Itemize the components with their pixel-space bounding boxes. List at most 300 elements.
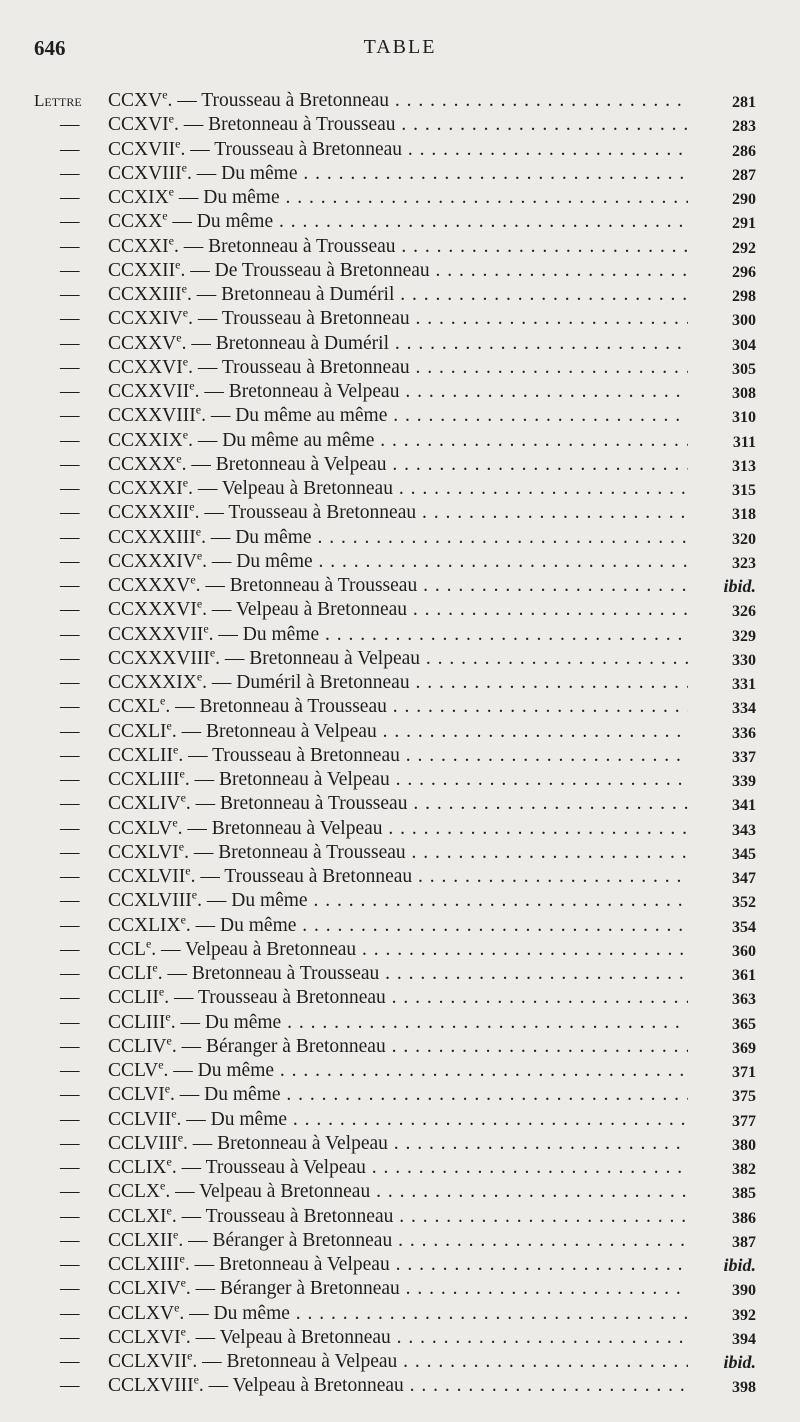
entry-lead: — — [60, 623, 80, 645]
entry-title — [108, 307, 688, 331]
entry-title — [108, 1011, 688, 1035]
toc-entry — [0, 1374, 800, 1398]
entry-title — [108, 1132, 688, 1156]
page-ref: 315 — [732, 482, 756, 499]
page-ref: 380 — [732, 1136, 756, 1154]
page-ref: 300 — [732, 312, 756, 330]
ordinal-suffix: e — [196, 598, 203, 611]
entry-title — [108, 1326, 688, 1350]
toc-entry — [0, 1132, 800, 1156]
ordinal-suffix: e — [166, 719, 172, 732]
letter-description: . — Bretonneau à Velpeau — [215, 647, 421, 669]
letter-numeral: CCXXIII — [108, 284, 182, 305]
ordinal-suffix: e — [175, 258, 181, 272]
ordinal-suffix: e — [173, 1228, 179, 1242]
ordinal-suffix: e — [158, 986, 165, 999]
toc-entry — [0, 1229, 800, 1253]
letter-numeral: CCLXV — [108, 1302, 175, 1324]
letter-description: . — Du même — [201, 526, 312, 548]
ordinal-suffix: e — [176, 331, 182, 344]
ordinal-suffix: e — [180, 1325, 186, 1339]
ordinal-suffix: e — [180, 792, 186, 805]
toc-entry — [0, 404, 800, 428]
entry-lead: — — [60, 1302, 80, 1324]
toc-entry — [0, 1302, 800, 1326]
letter-numeral: CCXXXVIII — [108, 647, 210, 669]
letter-numeral: CCXLIV — [108, 793, 181, 815]
toc-entry — [0, 768, 800, 792]
entry-lead: — — [60, 332, 80, 354]
entry-title — [108, 138, 688, 162]
entry-lead: — — [60, 187, 80, 208]
page-ref: 337 — [732, 748, 756, 766]
letter-numeral: CCXXVIII — [108, 405, 196, 427]
toc-entry — [0, 550, 800, 574]
entry-lead: — — [60, 1326, 80, 1348]
entry-title — [108, 1035, 688, 1059]
page-ref: 334 — [732, 700, 756, 718]
page-ref: 392 — [732, 1306, 756, 1324]
entry-title — [108, 1180, 688, 1204]
toc-entry — [0, 720, 800, 744]
page-ref: 341 — [732, 797, 756, 815]
letter-description: . — Trousseau à Bretonneau — [167, 90, 390, 111]
entry-title — [108, 647, 688, 671]
ordinal-suffix: e — [203, 622, 209, 635]
letter-numeral: CCXL — [108, 696, 161, 718]
page-ref: ibid. — [723, 1352, 756, 1372]
entry-lead: — — [60, 235, 80, 257]
ordinal-suffix: e — [185, 865, 191, 878]
page-ref: 291 — [732, 215, 756, 233]
ordinal-suffix: e — [160, 695, 166, 708]
toc-entry — [0, 1083, 800, 1107]
entry-lead: — — [60, 696, 80, 718]
entry-lead: — — [60, 1229, 80, 1251]
toc-entry — [0, 962, 800, 986]
entry-title — [108, 259, 688, 283]
page-ref: 308 — [732, 385, 756, 402]
ordinal-suffix: e — [191, 889, 198, 902]
entry-title — [108, 1205, 688, 1229]
entry-lead: — — [60, 1181, 80, 1203]
letter-description: . — Velpeau à Bretonneau — [202, 599, 408, 621]
letter-description: . — Du même — [176, 1108, 288, 1130]
letter-numeral: CCLII — [108, 987, 159, 1009]
entry-title — [108, 477, 688, 501]
toc-entry — [0, 526, 800, 550]
letter-numeral: CCXVI — [108, 114, 169, 136]
letter-numeral: CCXXIX — [108, 429, 183, 451]
entry-title — [108, 986, 688, 1010]
ordinal-suffix: e — [182, 428, 189, 441]
page-ref: 390 — [732, 1282, 756, 1300]
entry-title — [108, 1083, 688, 1107]
letter-numeral: CCLVII — [108, 1108, 172, 1130]
letter-description: . — Trousseau à Bretonneau — [164, 987, 386, 1009]
letter-description: . — Trousseau à Velpeau — [171, 1157, 366, 1178]
ordinal-suffix: e — [168, 234, 174, 247]
toc-entry — [0, 1326, 800, 1350]
ordinal-suffix: e — [195, 404, 202, 417]
entry-lead: — — [60, 284, 80, 305]
ordinal-suffix: e — [189, 380, 195, 393]
letter-numeral: CCXLIII — [108, 769, 180, 790]
letter-description: . — Trousseau à Bretonneau — [194, 502, 417, 524]
page-ref: 354 — [732, 918, 756, 936]
letter-numeral: CCXLV — [108, 817, 173, 839]
letter-numeral: CCXLVIII — [108, 890, 192, 912]
letter-description: . — Bretonneau à Velpeau — [181, 453, 387, 475]
letter-description: . — Du même — [202, 550, 313, 572]
entry-lead: — — [60, 914, 80, 936]
entry-title — [108, 283, 688, 307]
entry-lead: — — [60, 769, 80, 790]
entry-lead: — — [60, 1035, 80, 1057]
page-ref: 320 — [732, 530, 756, 548]
page-ref: 377 — [732, 1112, 756, 1130]
letter-description: . — Duméril à Bretonneau — [202, 672, 410, 693]
letter-description: . — Bretonneau à Trousseau — [184, 841, 406, 863]
letter-numeral: CCXXIV — [108, 308, 183, 330]
letter-description: . — Bretonneau à Velpeau — [183, 1132, 388, 1154]
letter-description: . — Velpeau à Bretonneau — [165, 1181, 371, 1203]
letter-description: . — Du même — [170, 1011, 282, 1033]
page-ref: 283 — [732, 118, 756, 136]
ordinal-suffix: e — [176, 452, 182, 466]
entry-title — [108, 695, 688, 719]
letter-description: . — Bretonneau à Velpeau — [177, 817, 383, 839]
toc-entry — [0, 453, 800, 477]
page-ref: 361 — [732, 967, 756, 984]
letter-description: . — Béranger à Bretonneau — [185, 1278, 400, 1300]
ordinal-suffix: e — [187, 1350, 193, 1363]
letter-description: . — Bretonneau à Duméril — [187, 284, 395, 305]
entry-lead: — — [60, 672, 80, 693]
toc-entry — [0, 1108, 800, 1132]
entry-title — [108, 841, 688, 865]
letter-numeral: CCLIII — [108, 1011, 166, 1033]
page-ref: 305 — [732, 360, 756, 378]
toc-entry — [0, 332, 800, 356]
entry-title — [108, 89, 688, 113]
entry-lead: — — [60, 817, 80, 839]
entry-lead: — — [60, 211, 80, 233]
letter-numeral: CCLXII — [108, 1229, 173, 1251]
entry-title — [108, 1108, 688, 1132]
entry-title — [108, 744, 688, 768]
toc-entry — [0, 914, 800, 938]
toc-entry — [0, 647, 800, 671]
toc-entry — [0, 1035, 800, 1059]
toc-entry — [0, 1156, 800, 1180]
toc-entry — [0, 574, 800, 598]
page-ref: 398 — [732, 1379, 756, 1397]
letter-description: . — Bretonneau à Velpeau — [192, 1351, 398, 1372]
page-ref: 387 — [732, 1233, 756, 1251]
entry-lead: — — [60, 259, 80, 281]
toc-entry — [0, 283, 800, 307]
page-ref: 343 — [732, 821, 756, 839]
letter-description: — Du même — [167, 211, 274, 233]
entry-lead: — — [60, 1205, 80, 1227]
entry-title — [108, 356, 688, 380]
ordinal-suffix: e — [145, 937, 152, 951]
letter-numeral: CCLV — [108, 1060, 159, 1081]
running-title: TABLE — [363, 36, 437, 58]
ordinal-suffix: e — [180, 913, 186, 926]
letter-numeral: CCLIX — [108, 1157, 167, 1178]
entry-title — [108, 671, 688, 695]
entry-title — [108, 889, 688, 913]
page-ref: 375 — [732, 1088, 756, 1106]
letter-description: — Du même — [174, 187, 280, 208]
letter-description: . — Bretonneau à Velpeau — [184, 769, 390, 790]
letter-numeral: CCXLIX — [108, 914, 181, 936]
letter-numeral: CCXXI — [108, 235, 169, 257]
letter-numeral: CCXLI — [108, 720, 167, 742]
ordinal-suffix: e — [175, 137, 181, 150]
ordinal-suffix: e — [171, 1107, 177, 1120]
page-ref: 304 — [732, 336, 756, 354]
entry-title — [108, 598, 688, 622]
toc-entry — [0, 89, 800, 113]
ordinal-suffix: e — [164, 1083, 171, 1096]
entry-lead: — — [60, 841, 80, 863]
ordinal-suffix: e — [209, 646, 216, 660]
toc-entry — [0, 259, 800, 283]
letter-numeral: CCXVII — [108, 138, 176, 160]
entry-lead: — — [60, 308, 80, 330]
letter-description: . — Velpeau à Bretonneau — [188, 478, 393, 499]
entry-title — [108, 792, 688, 816]
entry-lead: — — [60, 478, 80, 499]
letter-description: . — Bretonneau à Velpeau — [194, 381, 400, 402]
page-ref: 287 — [732, 166, 756, 184]
page-ref: 386 — [732, 1209, 756, 1227]
letter-numeral: CCL — [108, 938, 146, 960]
letter-description: . — Du même — [187, 162, 298, 184]
letter-description: . — Velpeau à Bretonneau — [198, 1375, 404, 1397]
toc-entry — [0, 841, 800, 865]
letter-description: . — Bretonneau à Trousseau — [185, 793, 408, 815]
letter-numeral: CCXXXII — [108, 502, 190, 524]
letter-description: . — Bretonneau à Duméril — [181, 332, 389, 354]
letter-numeral: CCXXV — [108, 332, 177, 354]
letter-numeral: CCXIX — [108, 187, 169, 208]
page-ref: 360 — [732, 942, 756, 960]
letter-description: . — Du même — [163, 1060, 275, 1081]
toc-entry — [0, 598, 800, 622]
toc-entry — [0, 865, 800, 889]
entry-lead: — — [60, 793, 80, 815]
letter-description: . — Bretonneau à Trousseau — [174, 114, 396, 136]
letter-numeral: CCXXXVII — [108, 623, 204, 645]
page-ref: 339 — [732, 773, 756, 790]
ordinal-suffix: e — [181, 283, 187, 296]
letter-numeral: CCLXVIII — [108, 1375, 194, 1397]
page-ref: 323 — [732, 554, 756, 572]
ordinal-suffix: e — [190, 574, 196, 587]
letter-numeral: CCXVIII — [108, 162, 182, 184]
entry-title — [108, 550, 688, 574]
entry-title — [108, 162, 688, 186]
entry-lead: — — [60, 162, 80, 184]
toc-entry — [0, 792, 800, 816]
page-ref: 352 — [732, 894, 756, 912]
letter-description: . — Du même — [208, 623, 320, 645]
ordinal-suffix: e — [196, 671, 203, 684]
entry-lead: — — [60, 1084, 80, 1106]
letter-description: . — Du même — [170, 1084, 281, 1106]
toc-entry — [0, 1059, 800, 1083]
entry-title — [108, 380, 688, 404]
toc-entry — [0, 113, 800, 137]
letter-numeral: CCXV — [108, 90, 163, 111]
entry-lead: — — [60, 550, 80, 572]
toc-entry — [0, 162, 800, 186]
page-ref: 336 — [732, 724, 756, 742]
ordinal-suffix: e — [180, 1277, 186, 1290]
entry-lead: — — [60, 526, 80, 548]
letter-numeral: CCXXX — [108, 453, 177, 475]
letter-numeral: CCXLII — [108, 744, 173, 766]
entry-title — [108, 865, 688, 889]
letter-numeral: CCXXVII — [108, 381, 190, 402]
letter-numeral: CCLVIII — [108, 1132, 178, 1154]
letter-numeral: CCXXXV — [108, 575, 191, 596]
toc-entry — [0, 1277, 800, 1301]
toc-entry — [0, 986, 800, 1010]
letter-description: . — Trousseau à Bretonneau — [171, 1205, 394, 1227]
ordinal-suffix: e — [177, 1131, 184, 1145]
toc-entry — [0, 817, 800, 841]
letter-numeral: CCLVI — [108, 1084, 165, 1106]
entry-lead: — — [60, 890, 80, 912]
letter-numeral: CCLXIII — [108, 1254, 180, 1275]
toc-entry — [0, 623, 800, 647]
letter-description: . — Bretonneau à Trousseau — [157, 963, 380, 984]
entry-title — [108, 938, 688, 962]
page-number: 646 — [34, 36, 66, 60]
entry-lead: — — [60, 1351, 80, 1372]
entry-title — [108, 1156, 688, 1180]
entry-lead: — — [60, 1278, 80, 1300]
letter-description: . — De Trousseau à Bretonneau — [180, 259, 430, 281]
letter-description: . — Bretonneau à Velpeau — [171, 720, 377, 742]
page-ref: 329 — [732, 627, 756, 645]
page-ref: 292 — [732, 239, 756, 257]
toc-entry — [0, 380, 800, 404]
page-ref: 281 — [732, 94, 756, 111]
entry-lead: — — [60, 453, 80, 475]
entry-title — [108, 113, 688, 137]
ordinal-suffix: e — [166, 1034, 172, 1048]
toc-entry — [0, 744, 800, 768]
letter-description: . — Bretonneau à Trousseau — [195, 575, 418, 596]
page-ref: ibid. — [723, 576, 756, 596]
letter-description: . — Trousseau à Bretonneau — [190, 866, 413, 887]
entry-title — [108, 404, 688, 428]
ordinal-suffix: e — [168, 186, 174, 199]
entry-title — [108, 768, 688, 792]
page-ref: 385 — [732, 1185, 756, 1203]
entry-title — [108, 1277, 688, 1301]
entry-lead: — — [60, 720, 80, 742]
entry-lead: — — [60, 405, 80, 427]
ordinal-suffix: e — [179, 1253, 185, 1266]
page-ref: 331 — [732, 676, 756, 693]
letter-numeral: CCLIV — [108, 1035, 167, 1057]
letter-description: . — Du même au même — [188, 429, 375, 451]
letter-numeral: CCLI — [108, 963, 153, 984]
ordinal-suffix: e — [162, 210, 168, 223]
entry-lead: — — [60, 114, 80, 136]
entry-lead: — — [60, 1108, 80, 1130]
page-ref: 330 — [732, 651, 756, 669]
entry-title — [108, 210, 688, 234]
entry-lead: Lettre — [34, 91, 82, 110]
letter-numeral: CCXXXIII — [108, 526, 196, 548]
page-ref: 369 — [732, 1039, 756, 1057]
letter-description: . — Du même — [185, 914, 297, 936]
letter-description: . — Béranger à Bretonneau — [171, 1035, 386, 1057]
entry-title — [108, 429, 688, 453]
entry-title — [108, 623, 688, 647]
entry-title — [108, 235, 688, 259]
page-ref: ibid. — [723, 1255, 756, 1275]
ordinal-suffix: e — [179, 768, 185, 781]
entry-title — [108, 720, 688, 744]
toc-entry — [0, 307, 800, 331]
entry-title — [108, 453, 688, 477]
letter-description: . — Trousseau à Bretonneau — [178, 744, 400, 766]
page-ref: 311 — [732, 433, 756, 451]
ordinal-suffix: e — [162, 89, 168, 102]
toc-entry — [0, 889, 800, 913]
entry-title — [108, 817, 688, 841]
ordinal-suffix: e — [166, 1156, 172, 1169]
page-ref: 298 — [732, 288, 756, 305]
entry-lead: — — [60, 429, 80, 451]
ordinal-suffix: e — [182, 355, 189, 369]
letter-description: . — Bretonneau à Velpeau — [184, 1254, 390, 1275]
page-ref: 371 — [732, 1064, 756, 1081]
letter-numeral: CCLX — [108, 1181, 161, 1203]
letter-numeral: CCXX — [108, 211, 163, 233]
ordinal-suffix: e — [166, 1204, 172, 1217]
page-ref: 365 — [732, 1015, 756, 1033]
ordinal-suffix: e — [196, 549, 203, 563]
letter-numeral: CCXXII — [108, 259, 176, 281]
letter-description: . — Bretonneau à Trousseau — [165, 696, 387, 718]
entry-lead: — — [60, 599, 80, 621]
page-ref: 345 — [732, 845, 756, 863]
page-ref: 363 — [732, 991, 756, 1009]
entry-lead: — — [60, 138, 80, 160]
entry-title — [108, 1229, 688, 1253]
page-ref: 347 — [732, 870, 756, 887]
ordinal-suffix: e — [189, 501, 195, 514]
letter-description: . — Velpeau à Bretonneau — [151, 938, 357, 960]
ordinal-suffix: e — [158, 1059, 164, 1072]
entry-lead: — — [60, 1157, 80, 1178]
page-ref: 310 — [732, 409, 756, 427]
entry-title — [108, 914, 688, 938]
toc-entry — [0, 695, 800, 719]
entry-lead: — — [60, 938, 80, 960]
letter-description: . — Trousseau à Bretonneau — [180, 138, 403, 160]
